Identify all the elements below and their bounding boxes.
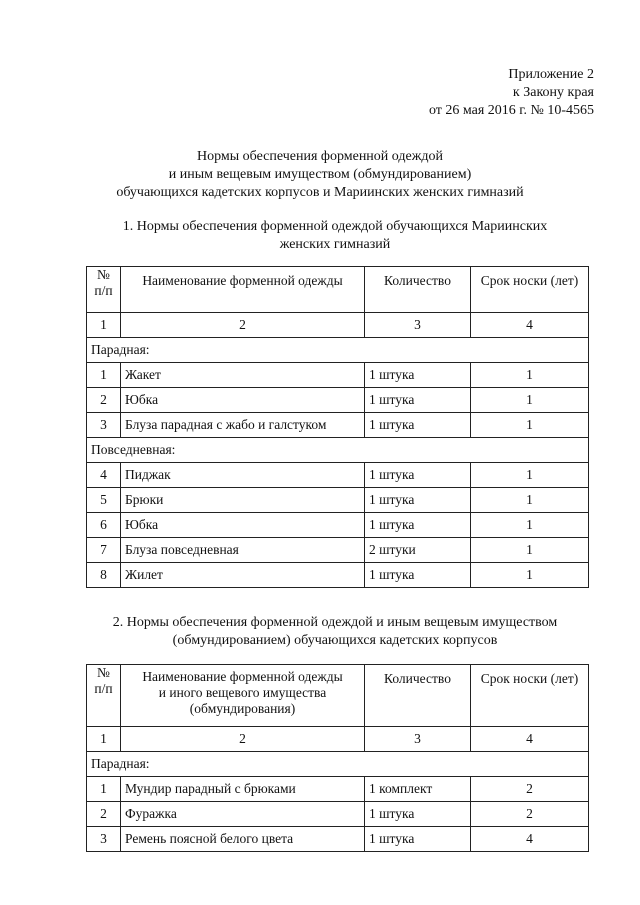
header-quantity: Количество [365,665,471,727]
section-1-title [70,218,600,254]
row-name: Жакет [121,363,365,388]
row-quantity: 1 штука [365,563,471,588]
row-quantity: 1 штука [365,463,471,488]
group-row [87,752,589,777]
row-num: 6 [87,513,121,538]
row-name: Жилет [121,563,365,588]
group-label-everyday: Повседневная: [87,438,589,463]
row-term: 1 [471,538,589,563]
row-term: 1 [471,563,589,588]
row-name: Мундир парадный с брюками [121,777,365,802]
row-quantity: 1 штука [365,827,471,852]
column-index: 1 [87,313,121,338]
row-num: 1 [87,363,121,388]
table-row [87,538,589,563]
column-index: 2 [121,727,365,752]
section-1-title-line-2: женских гимназий [279,237,391,252]
header-name-line-2: и иного вещевого имущества [158,685,327,700]
row-num: 3 [87,827,121,852]
row-name: Брюки [121,488,365,513]
row-quantity: 2 штуки [365,538,471,563]
row-num: 3 [87,413,121,438]
row-name: Блуза повседневная [121,538,365,563]
column-index: 1 [87,727,121,752]
table-row [87,827,589,852]
title-line-3: обучающихся кадетских корпусов и Мариинских женских гимназий [116,185,524,200]
column-index: 4 [471,313,589,338]
row-term: 1 [471,363,589,388]
table-header-row [87,267,589,313]
column-index-row [87,313,589,338]
group-row [87,338,589,363]
row-quantity: 1 штука [365,363,471,388]
header-term: Срок носки (лет) [471,267,589,313]
header-num-symbol: № [97,665,110,680]
title-line-1: Нормы обеспечения форменной одеждой [196,149,444,164]
row-num: 5 [87,488,121,513]
appendix-header [429,66,594,120]
row-name: Ремень поясной белого цвета [121,827,365,852]
row-quantity: 1 штука [365,488,471,513]
row-quantity: 1 комплект [365,777,471,802]
section-1-title-line-1: 1. Нормы обеспечения форменной одеждой обучающихся Мариинских [122,219,548,234]
row-name: Юбка [121,388,365,413]
row-term: 1 [471,463,589,488]
row-term: 1 [471,488,589,513]
row-num: 2 [87,388,121,413]
row-term: 2 [471,777,589,802]
header-name [121,665,365,727]
group-label-parade: Парадная: [87,752,589,777]
row-name: Юбка [121,513,365,538]
header-name-line-3: (обмундирования) [189,701,296,716]
appendix-law-reference: к Закону края [512,85,594,100]
header-name: Наименование форменной одежды [121,267,365,313]
group-label-parade: Парадная: [87,338,589,363]
column-index: 3 [365,313,471,338]
section-2-title [70,614,600,650]
column-index: 4 [471,727,589,752]
row-quantity: 1 штука [365,388,471,413]
row-term: 1 [471,513,589,538]
header-num [87,267,121,313]
title-line-2: и иным вещевым имуществом (обмундированием) [168,167,472,182]
row-term: 1 [471,388,589,413]
appendix-date-number: от 26 мая 2016 г. № 10-4565 [428,103,594,118]
row-num: 2 [87,802,121,827]
table-row [87,488,589,513]
table-row [87,802,589,827]
table-header-row [87,665,589,727]
column-index: 3 [365,727,471,752]
table-row [87,463,589,488]
row-name: Пиджак [121,463,365,488]
header-num-symbol: № [97,267,110,282]
group-row [87,438,589,463]
row-name: Блуза парадная с жабо и галстуком [121,413,365,438]
row-term: 2 [471,802,589,827]
row-term: 1 [471,413,589,438]
column-index: 2 [121,313,365,338]
header-term: Срок носки (лет) [471,665,589,727]
row-num: 1 [87,777,121,802]
column-index-row [87,727,589,752]
section-2-title-line-2: (обмундированием) обучающихся кадетских корпусов [172,633,498,648]
row-quantity: 1 штука [365,513,471,538]
row-quantity: 1 штука [365,802,471,827]
table-row [87,363,589,388]
table-row [87,563,589,588]
header-num-abbr: п/п [94,283,113,298]
row-name: Фуражка [121,802,365,827]
section-2-title-line-1: 2. Нормы обеспечения форменной одеждой и иным вещевым имуществом [112,615,558,630]
table-row [87,777,589,802]
section-2-table [86,664,589,852]
section-1-table [86,266,589,588]
header-num [87,665,121,727]
table-row [87,513,589,538]
header-name-line-1: Наименование форменной одежды [142,669,343,684]
row-term: 4 [471,827,589,852]
header-quantity: Количество [365,267,471,313]
row-num: 4 [87,463,121,488]
header-num-abbr: п/п [94,681,113,696]
row-num: 7 [87,538,121,563]
row-quantity: 1 штука [365,413,471,438]
row-num: 8 [87,563,121,588]
table-row [87,388,589,413]
appendix-number: Приложение 2 [508,67,594,82]
table-row [87,413,589,438]
document-title [0,148,640,202]
